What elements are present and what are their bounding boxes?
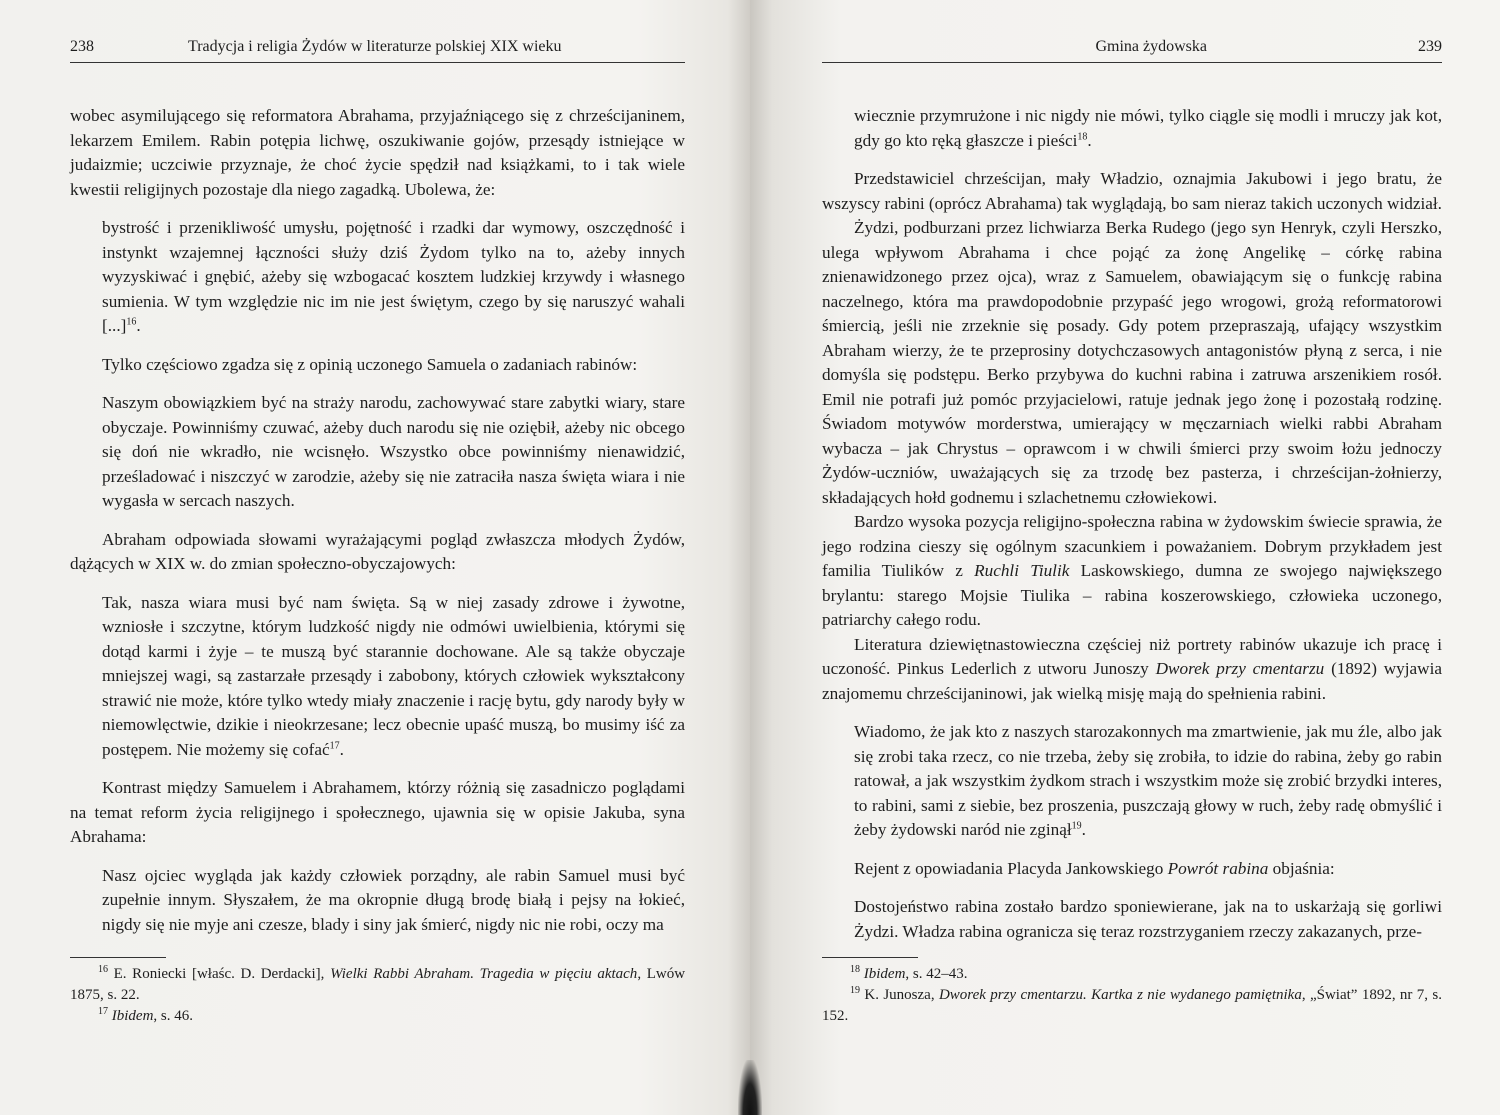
right-running-header (822, 36, 1442, 58)
block-quote: Nasz ojciec wygląda jak każdy człowiek porządny, ale rabin Samuel musi być zupełnie innym. Słyszałem, że ma okropnie długą brodę białą i pejsy na łokieć, nigdy się nie myje ani czesze, blady i siny jak śmierć, nigdy nic nie robi, oczy ma (102, 865, 685, 934)
paragraph: Przedstawiciel chrześcijan, mały Władzio, oznajmia Jakubowi i jego bratu, że wszyscy rabini (oprócz Abrahama) tak wyglądają, bo sam nieraz takich uczonych widział. (822, 169, 1442, 213)
right-body-text (822, 104, 1442, 958)
footnote-ref: 17 (329, 739, 340, 751)
book-spine-shadow (738, 1060, 762, 1115)
paragraph: Abraham odpowiada słowami wyrażającymi pogląd zwłaszcza młodych Żydów, dążących w XIX w. do zmian społeczno-obyczajowych: (70, 529, 685, 573)
paragraph-text: (1892) wyjawia znajomemu chrześcijaninowi, jak wielką misję mają do spełnienia rabini. (822, 659, 1442, 703)
running-title: Tradycja i religia Żydów w literaturze polskiej XIX wieku (188, 38, 562, 55)
footnote-rest: , s. 42–43. (905, 966, 968, 982)
footnote (70, 964, 685, 1006)
paragraph-text: Rejent z opowiadania Placyda Jankowskiego (854, 858, 1168, 878)
footnote-number: 17 (98, 1006, 108, 1017)
footnote-rest: , „Świat” 1892, nr 7, s. 152. (822, 987, 1443, 1024)
footnote (70, 1006, 685, 1027)
block-quote: Naszym obowiązkiem być na straży narodu, zachowywać stare zabytki wiary, stare obyczaje. Powinniśmy czuwać, ażeby duch narodu się nie oziębił, ażeby nic obcego się doń nie wkradło, nie wcisnęło. Wszystko obce powinniśmy nienawidzić, prześladować i niszczyć w zarodzie, ażeby się nie zatraciła nasza święta wiara i nie wygasła w sercach naszych. (102, 393, 685, 510)
footnote (822, 964, 1442, 985)
left-body-text (70, 104, 685, 951)
footnote-rule (70, 957, 166, 958)
header-rule (70, 62, 685, 63)
right-footnotes (822, 964, 1442, 1027)
footnote-title: Ibidem (111, 1008, 154, 1024)
paragraph (822, 510, 1442, 633)
footnote-number: 19 (850, 985, 860, 996)
footnote-rule (822, 957, 918, 958)
page-number: 239 (1418, 38, 1442, 55)
footnote-title: Ibidem (863, 966, 906, 982)
block-quote: Tak, nasza wiara musi być nam święta. Są w niej zasady zdrowe i żywotne, wzniosłe i szczytne, którym ludzkość nigdy nie odmówi uwielbienia, którymi się dotąd karmi i żyje – te muszą być starannie dochowane. Ale są także obyczaje mniejszej wagi, są zastarzałe przesądy i zabobony, których człowiek wykształcony strawić nie może, które tylko wtedy miały znaczenie i rację bytu, gdy narody były w niemowlęctwie, dzikie i nieokrzesane; lecz obecnie upaść muszą, bo musimy iść za postępem. Nie możemy się cofać$^{17}$. (102, 592, 685, 759)
paragraph: wobec asymilującego się reformatora Abrahama, przyjaźniącego się z chrześcijaninem, lekarzem Emilem. Rabin potępia lichwę, oszukiwanie gojów, przesądy istniejące w judaizmie; uczciwie przyznaje, że choć życie spędził nad książkami, to i tak wiele kwestii religijnych pozostaje dla niego zagadką. Ubolewa, że: (70, 106, 685, 199)
paragraph: Żydzi, podburzani przez lichwiarza Berka Rudego (jego syn Henryk, czyli Herszko, ulega wpływom Abrahama i chce pojąć za żonę Angelikę – córkę rabina znienawidzonego przez ojca), wraz z Samuelem, obawiającym się o funkcję rabina naczelnego, która ma prawdopodobnie przypaść jego wrogowi, grożą reformatorowi śmiercią, jeśli nie zrzeknie się posady. Gdy potem przepraszają, ufający wszystkim Abraham wierzy, że te przeprosiny dotychczasowych antagonistów płyną z serca, i nie domyśla się podstępu. Berko przybywa do kuchni rabina i zatruwa arszenikiem rosół. Emil nie potrafi już pomóc przyjacielowi, ratuje jednak jego żonę i pozostałą rodzinę. Świadom motywów morderstwa, umierający w męczarniach wielki rabbi Abraham wybacza – jak Chrystus – oprawcom i w chwili śmierci przy swoim łożu jednoczy Żydów-uczniów, uważających się za trzodę bez pasterza, i chrześcijan-żołnierzy, składających hołd godnemu i szlachetnemu człowiekowi. (822, 218, 1442, 507)
left-running-header (70, 36, 685, 58)
quote-text: wiecznie przymrużone i nic nigdy nie mówi, tylko ciągle się modli i mruczy jak kot, gdy go kto ręką głaszcze i pieści (854, 106, 1442, 150)
footnote-title: Wielki Rabbi Abraham. Tragedia w pięciu aktach (330, 966, 638, 982)
quote-text: Wiadomo, że jak kto z naszych starozakonnych ma zmartwienie, jak mu źle, albo jak się zrobi taka rzecz, co nie trzeba, żeby się zrobiła, to idzie do rabina, żeby go rabin ratował, a jak wszystkim żydkom strach i wszystkim może się zrobić brzydki interes, to rabini, sami z siebie, bez proszenia, puszczają głowy w ruch, żeby radę obmyślić i żeby żydowski naród nie zginął (854, 722, 1442, 839)
footnote (822, 985, 1442, 1027)
left-footnotes (70, 964, 685, 1027)
footnote-author: E. Roniecki [właśc. D. Derdacki], (113, 966, 325, 982)
paragraph: Kontrast między Samuelem i Abrahamem, którzy różnią się zasadniczo poglądami na temat reform życia religijnego i społecznego, ujawnia się w opisie Jakuba, syna Abrahama: (70, 778, 685, 846)
footnote-number: 16 (98, 964, 108, 975)
footnote-ref: 18 (1077, 130, 1088, 142)
work-title: Powrót rabina (1167, 858, 1269, 878)
footnote-number: 18 (850, 964, 860, 975)
footnote-title: Dworek przy cmentarzu. Kartka z nie wydanego pamiętnika (938, 987, 1302, 1003)
paragraph-text: Laskowskiego, dumna ze swojego największego brylantu: starego Mojsie Tiulika – rabina koszerowskiego, człowieka uczonego, patriarchy całego rodu. (822, 561, 1442, 629)
footnote-author: K. Junosza, (864, 987, 935, 1003)
quote-text: bystrość i przenikliwość umysłu, pojętność i rzadki dar wymowy, oszczędność i instynkt wzajemnej łączności służy dziś Żydom tylko na to, ażeby innych wyzyskiwać i gnębić, ażeby się wzbogacać kosztem ludzkiej krzywdy i własnego sumienia. W tym względzie nic im nie jest świętym, czego by się naruszyć wahali [...] (102, 218, 685, 335)
header-rule (822, 62, 1442, 63)
block-quote: bystrość i przenikliwość umysłu, pojętność i rzadki dar wymowy, oszczędność i instynkt wzajemnej łączności służy dziś Żydom tylko na to, ażeby innych wyzyskiwać i gnębić, ażeby się wzbogacać kosztem ludzkiej krzywdy i własnego sumienia. W tym względzie nic im nie jest świętym, czego by się naruszyć wahali [...]$^{16}$. (102, 218, 685, 335)
paragraph-text: Bardzo wysoka pozycja religijno-społeczna rabina w żydowskim świecie sprawia, że jego rodzina cieszy się ogólnym szacunkiem i poważaniem. Dobrym przykładem jest familia Tiulików z (822, 512, 1442, 580)
block-quote: Wiadomo, że jak kto z naszych starozakonnych ma zmartwienie, jak mu źle, albo jak się zrobi taka rzecz, co nie trzeba, żeby się zrobiła, to idzie do rabina, żeby go rabin ratował, a jak wszystkim żydkom strach i wszystkim może się zrobić brzydki interes, to rabini, sami z siebie, bez proszenia, puszczają głowy w ruch, żeby radę obmyślić i żeby żydowski naród nie zginął$^{19}$. (854, 722, 1442, 839)
block-quote: Dostojeństwo rabina zostało bardzo sponiewierane, jak na to uskarżają się gorliwi Żydzi. Władza rabina ogranicza się teraz rozstrzyganiem rzeczy zakazanych, prze- (854, 897, 1442, 941)
footnote-rest: , s. 46. (153, 1008, 193, 1024)
paragraph (822, 633, 1442, 707)
footnote-ref: 16 (126, 316, 137, 328)
work-title: Ruchli Tiulik (974, 561, 1070, 580)
footnote-rest: , Lwów 1875, s. 22. (70, 966, 686, 1003)
right-page (750, 0, 1500, 1115)
page-number: 238 (70, 38, 94, 55)
paragraph (822, 857, 1442, 882)
block-quote: wiecznie przymrużone i nic nigdy nie mówi, tylko ciągle się modli i mruczy jak kot, gdy go kto ręką głaszcze i pieści$^{18}$. (854, 106, 1442, 150)
paragraph-text: Literatura dziewiętnastowieczna częściej niż portrety rabinów ukazuje ich pracę i uczoność. Pinkus Lederlich z utworu Junoszy (822, 634, 1442, 678)
paragraph: Tylko częściowo zgadza się z opinią uczonego Samuela o zadaniach rabinów: (102, 354, 638, 374)
footnote-ref: 19 (1071, 820, 1082, 832)
quote-text: Tak, nasza wiara musi być nam święta. Są w niej zasady zdrowe i żywotne, wzniosłe i szczytne, którym ludzkość nigdy nie odmówi uwielbienia, którymi się dotąd karmi i żyje – te muszą być starannie dochowane. Ale są także obyczaje mniejszej wagi, są zastarzałe przesądy i zabobony, których człowiek wykształcony strawić nie może, które tylko wtedy miały znaczenie i rację bytu, gdy narody były w niemowlęctwie, dzikie i nieokrzesane; lecz obecnie upaść muszą, bo musimy iść za postępem. Nie możemy się cofać (102, 592, 685, 759)
running-title: Gmina żydowska (1095, 38, 1207, 55)
work-title: Dworek przy cmentarzu (1155, 659, 1325, 678)
paragraph-text: objaśnia: (1268, 858, 1335, 878)
